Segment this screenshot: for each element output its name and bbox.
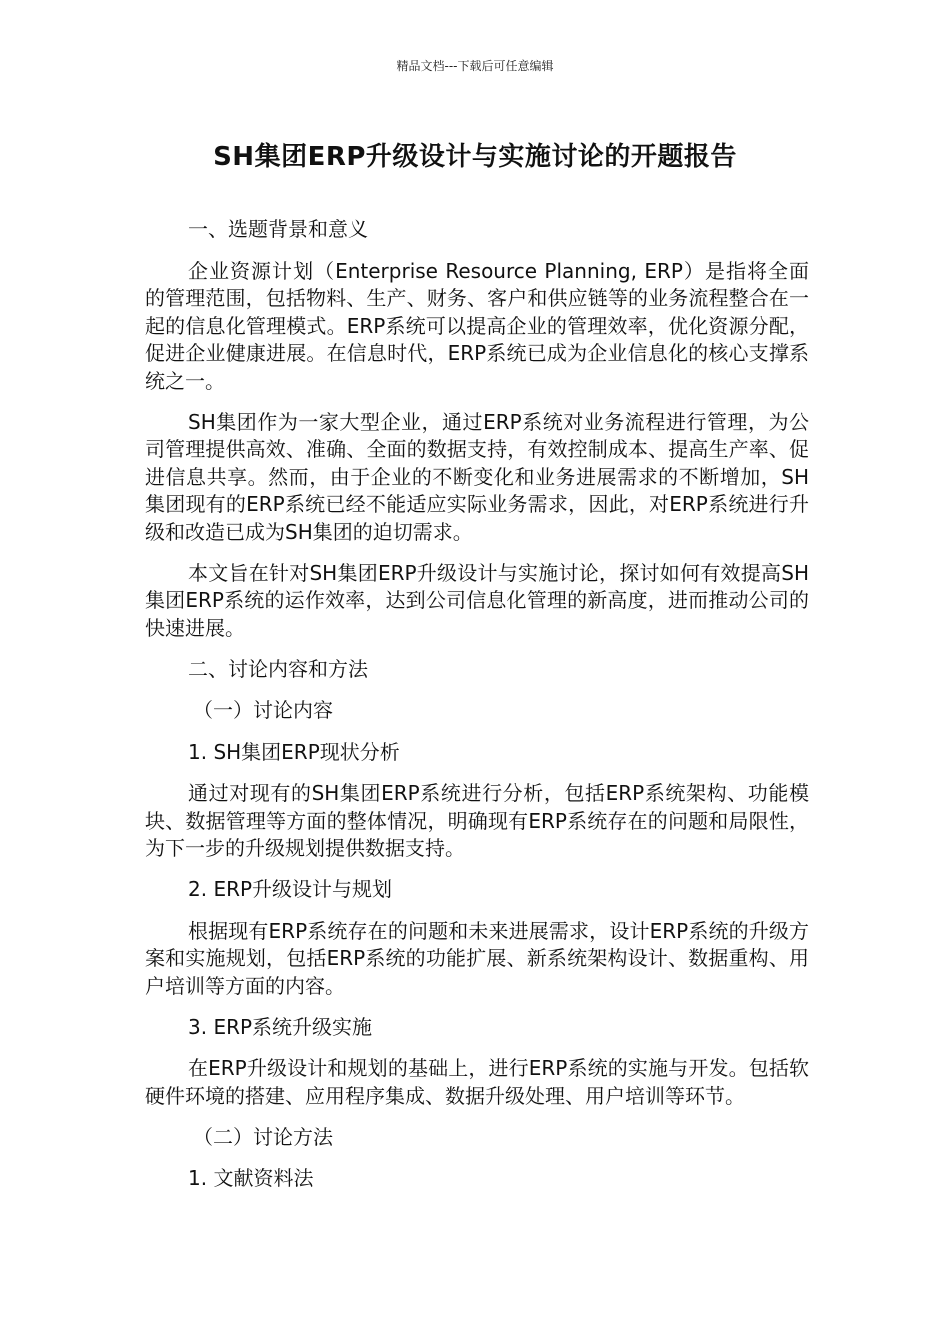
- paragraph-sh-group-need: SH集团作为一家大型企业，通过ERP系统对业务流程进行管理，为公司管理提供高效、准确、全面的数据支持，有效控制成本、提高生产率、促进信息共享。然而，由于企业的不断变化和业务进展需求的不断增加，SH集团现有的ERP系统已经不能适应实际业务需求，因此，对ERP系统进行升级和改造已成为SH集团的迫切需求。: [145, 409, 809, 544]
- paragraph-purpose: 本文旨在针对SH集团ERP升级设计与实施讨论，探讨如何有效提高SH集团ERP系统的运作效率，达到公司信息化管理的新高度，进而推动公司的快速进展。: [145, 560, 809, 640]
- section-heading-background: 一、选题背景和意义: [188, 217, 368, 241]
- item-title-status-analysis: 1. SH集团ERP现状分析: [188, 739, 400, 764]
- item-title-upgrade-design: 2. ERP升级设计与规划: [188, 877, 393, 901]
- paragraph-erp-definition: 企业资源计划（Enterprise Resource Planning, ERP）是指将全面的管理范围，包括物料、生产、财务、客户和供应链等的业务流程整合在一起的信息化管理模式。ERP系统可以提高企业的管理效率，优化资源分配，促进企业健康进展。在信息时代，ERP系统已成为企业信息化的核心支撑系统之一。: [145, 258, 809, 393]
- item-body-upgrade-implementation: 在ERP升级设计和规划的基础上，进行ERP系统的实施与开发。包括软硬件环境的搭建、应用程序集成、数据升级处理、用户培训等环节。: [145, 1056, 809, 1108]
- item-body-status-analysis: 通过对现有的SH集团ERP系统进行分析，包括ERP系统架构、功能模块、数据管理等方面的整体情况，明确现有ERP系统存在的问题和局限性，为下一步的升级规划提供数据支持。: [145, 781, 809, 860]
- section-heading-content-methods: 二、讨论内容和方法: [188, 656, 368, 681]
- method-title-literature: 1. 文献资料法: [188, 1166, 314, 1190]
- subsection-heading-methods: （二）讨论方法: [193, 1124, 333, 1149]
- header-note: 精品文档---下载后可任意编辑: [396, 59, 554, 73]
- item-title-upgrade-implementation: 3. ERP系统升级实施: [188, 1014, 373, 1039]
- subsection-heading-content: （一）讨论内容: [193, 698, 333, 722]
- item-body-upgrade-design: 根据现有ERP系统存在的问题和未来进展需求，设计ERP系统的升级方案和实施规划，包括ERP系统的功能扩展、新系统架构设计、数据重构、用户培训等方面的内容。: [145, 918, 809, 998]
- document-title: SH集团ERP升级设计与实施讨论的开题报告: [213, 142, 737, 172]
- document-body: [145, 216, 809, 1207]
